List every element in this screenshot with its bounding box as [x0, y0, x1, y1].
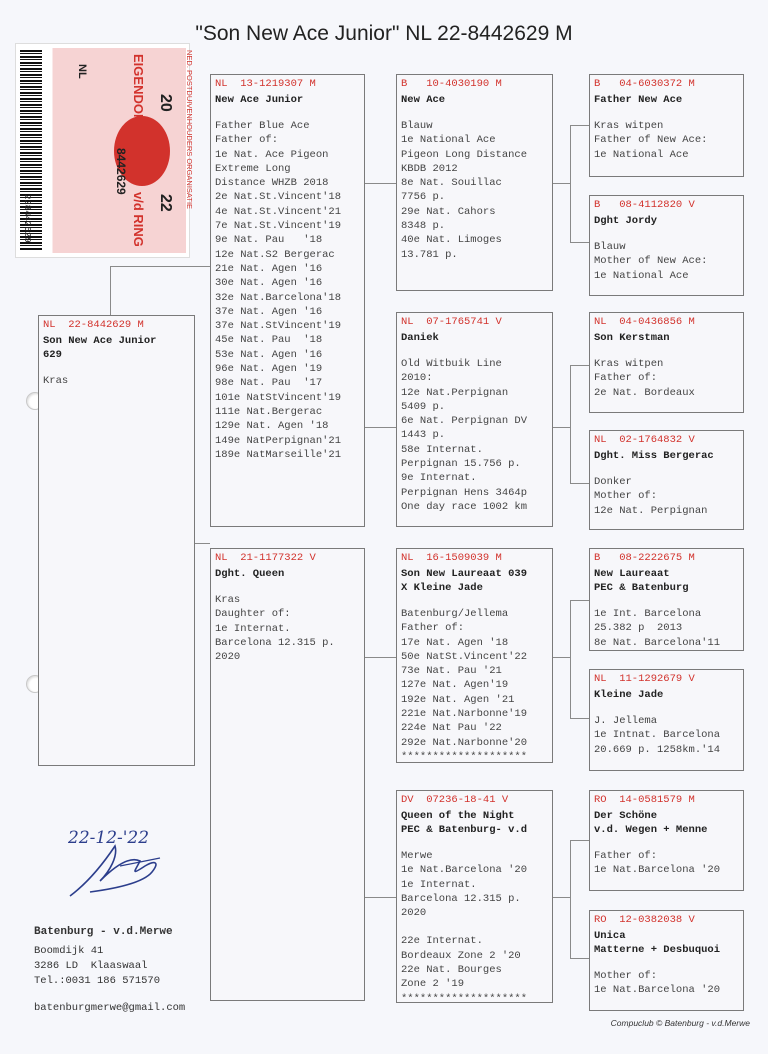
connector: [570, 365, 589, 366]
ring-number: DV 07236-18-41 V: [401, 794, 509, 806]
pigeon-info-line: 1443 p.: [401, 429, 446, 442]
connector: [364, 427, 396, 428]
pigeon-info-line: Distance WHZB 2018: [215, 177, 329, 190]
ring-number: NL 21-1177322 V: [215, 552, 316, 564]
pigeon-info-line: 73e Nat. Pau '21: [401, 665, 502, 678]
pigeon-info-line: 98e Nat. Pau '17: [215, 377, 323, 390]
pigeon-info-line: Father of:: [594, 850, 658, 862]
pigeon-name: Father New Ace: [594, 94, 683, 106]
pigeon-info-line: Daughter of:: [215, 608, 291, 621]
pigeon-info-line: 1e Nat.Barcelona '20: [594, 984, 721, 997]
pigeon-info-line: 13.781 p.: [401, 248, 458, 261]
handwritten-signature: [60, 826, 170, 906]
pigeon-info-line: Kras: [215, 594, 241, 606]
ring-number: RO 14-0581579 M: [594, 794, 695, 806]
dds-card: [589, 790, 744, 891]
pigeon-name: New Ace: [401, 94, 446, 106]
pigeon-info-line: KBDB 2012: [401, 162, 458, 175]
pigeon-info-line: Perpignan Hens 3464p: [401, 486, 528, 499]
connector: [570, 840, 589, 841]
ring-number: B 10-4030190 M: [401, 78, 502, 90]
pigeon-info-line: 224e Nat Pau '22: [401, 722, 502, 735]
pigeon-info-line: Barcelona 12.315 p.: [215, 636, 335, 649]
pigeon-name: Unica Matterne + Desbuquoi: [594, 930, 721, 956]
pigeon-name: New Laureaat PEC & Batenburg: [594, 568, 689, 594]
pigeon-info-line: 2e Nat.St.Vincent'18: [215, 191, 342, 204]
pigeon-info-line: Father of:: [215, 134, 279, 147]
ssd-card: [589, 195, 744, 296]
pigeon-info-line: 9e Nat. Pau '18: [215, 234, 323, 247]
pigeon-info-line: [401, 920, 548, 934]
connector: [570, 365, 571, 483]
pigeon-info-line: Barcelona 12.315 p.: [401, 892, 521, 905]
ddd-card: [589, 910, 744, 1011]
pigeon-info-line: 129e Nat. Agen '18: [215, 420, 329, 433]
pigeon-info-line: Father of:: [401, 622, 465, 635]
pigeon-info-line: 96e Nat. Agen '19: [215, 363, 323, 376]
breeder-address-1: Boomdijk 41: [34, 945, 104, 957]
pigeon-info-line: Kras: [43, 375, 69, 387]
pigeon-info-line: 12e Nat.S2 Bergerac: [215, 248, 335, 261]
connector: [552, 183, 570, 184]
page-title: "Son New Ace Junior" NL 22-8442629 M: [195, 22, 573, 45]
ring-number: NL 16-1509039 M: [401, 552, 502, 564]
connector: [570, 483, 589, 484]
connector: [570, 958, 589, 959]
pigeon-info-line: Extreme Long: [215, 162, 291, 175]
sire-sire-card: [396, 74, 553, 291]
pigeon-name: Kleine Jade: [594, 689, 664, 701]
ownership-card: [15, 43, 194, 258]
pigeon-info-line: 22e Internat.: [401, 935, 483, 948]
dam-card: [210, 548, 365, 1001]
pigeon-info-line: 58e Internat.: [401, 443, 483, 456]
breeder-address-2: 3286 LD Klaaswaal: [34, 960, 148, 972]
pigeon-name: Son New Ace Junior 629: [43, 335, 157, 361]
pigeon-info-line: 7756 p.: [401, 191, 446, 204]
pigeon-info-line: J. Jellema: [594, 715, 658, 727]
pigeon-info-line: 4e Nat.St.Vincent'21: [215, 205, 342, 218]
pigeon-info-line: 12e Nat.Perpignan: [401, 386, 509, 399]
pigeon-info-line: 2020: [401, 907, 427, 920]
pigeon-info-line: Mother of New Ace:: [594, 255, 708, 268]
pigeon-info-line: 30e Nat. Agen '16: [215, 277, 323, 290]
pigeon-info-line: 50e NatSt.Vincent'22: [401, 650, 528, 663]
pigeon-info-line: 40e Nat. Limoges: [401, 234, 502, 247]
connector: [364, 183, 396, 184]
pigeon-info-line: 111e Nat.Bergerac: [215, 405, 323, 418]
ring-number: NL 11-1292679 V: [594, 673, 695, 685]
pigeon-info-line: 9e Internat.: [401, 472, 477, 485]
connector: [570, 242, 589, 243]
breeder-name: Batenburg - v.d.Merwe: [34, 926, 173, 938]
pigeon-info-line: 1e Internat.: [401, 878, 477, 891]
pigeon-info-line: 8e Nat. Barcelona'11: [594, 636, 721, 649]
pigeon-info-line: 17e Nat. Agen '18: [401, 636, 509, 649]
sdd-card: [589, 430, 744, 530]
pigeon-name: Queen of the Night PEC & Batenburg- v.d: [401, 810, 528, 836]
pigeon-info-line: 25.382 p 2013: [594, 622, 683, 635]
connector: [194, 543, 210, 544]
pigeon-info-line: 12e Nat. Perpignan: [594, 504, 708, 517]
breeder-email[interactable]: batenburgmerwe@gmail.com: [34, 1002, 186, 1014]
pigeon-info-line: 8348 p.: [401, 220, 446, 233]
pigeon-info-line: 189e NatMarseille'21: [215, 448, 342, 461]
pigeon-info-line: One day race 1002 km: [401, 500, 528, 513]
pigeon-info-line: 37e Nat. Agen '16: [215, 305, 323, 318]
sire-dam-card: [396, 312, 553, 527]
pigeon-info-line: 2020: [215, 651, 241, 664]
pigeon-info-line: 45e Nat. Pau '18: [215, 334, 323, 347]
pigeon-name: Son Kerstman: [594, 332, 670, 344]
pigeon-info-line: 22e Nat. Bourges: [401, 964, 502, 977]
pigeon-name: Daniek: [401, 332, 439, 344]
pigeon-info-line: 1e National Ace: [594, 148, 689, 161]
pigeon-info-line: Old Witbuik Line: [401, 358, 502, 370]
pigeon-info-line: Kras witpen: [594, 120, 664, 132]
pigeon-info-line: Kras witpen: [594, 358, 664, 370]
pigeon-info-line: Father of New Ace:: [594, 134, 708, 147]
pigeon-info-line: 6e Nat. Perpignan DV: [401, 415, 528, 428]
breeder-phone: Tel.:0031 186 571570: [34, 975, 161, 987]
pigeon-info-line: 1e Intnat. Barcelona: [594, 729, 721, 742]
card-ring-text: v/d RING: [131, 192, 146, 247]
connector: [570, 840, 571, 958]
pigeon-info-line: 21e Nat. Agen '16: [215, 262, 323, 275]
sds-card: [589, 312, 744, 413]
pigeon-info-line: Zone 2 '19: [401, 978, 465, 991]
pigeon-info-line: 2e Nat. Bordeaux: [594, 386, 695, 399]
pigeon-info-line: 1e Internat.: [215, 622, 291, 635]
connector: [570, 600, 571, 718]
pigeon-info-line: Pigeon Long Distance: [401, 148, 528, 161]
sire-card: [210, 74, 365, 527]
dsd-card: [589, 669, 744, 771]
pigeon-info-line: Blauw: [594, 241, 626, 253]
pigeon-info-line: 1e Nat. Ace Pigeon: [215, 148, 329, 161]
pigeon-info-line: Mother of:: [594, 970, 658, 982]
ring-number: B 04-6030372 M: [594, 78, 695, 90]
pigeon-info-line: Perpignan 15.756 p.: [401, 458, 521, 471]
ring-number: NL 07-1765741 V: [401, 316, 502, 328]
connector: [570, 125, 589, 126]
pigeon-info-line: Batenburg/Jellema: [401, 608, 509, 620]
connector: [110, 266, 111, 315]
connector: [552, 657, 570, 658]
pigeon-info-line: Blauw: [401, 120, 433, 132]
connector: [110, 266, 210, 267]
connector: [570, 718, 589, 719]
pigeon-info-line: 37e Nat.StVincent'19: [215, 320, 342, 333]
dam-sire-card: [396, 548, 553, 763]
card-org-text: NED. POSTDUIVENHOUDERS ORGANISATIE: [185, 50, 194, 210]
pigeon-info-line: Merwe: [401, 850, 433, 862]
connector: [364, 897, 396, 898]
pigeon-info-line: 1e Nat.Barcelona '20: [594, 864, 721, 877]
sss-card: [589, 74, 744, 177]
pigeon-info-line: 101e NatStVincent'19: [215, 391, 342, 404]
pigeon-info-line: Bordeaux Zone 2 '20: [401, 949, 521, 962]
card-year-right: 22: [157, 194, 174, 212]
ring-number: B 08-4112820 V: [594, 199, 695, 211]
pigeon-info-line: 7e Nat.St.Vincent'19: [215, 220, 342, 233]
pigeon-name: Der Schöne v.d. Wegen + Menne: [594, 810, 708, 836]
pigeon-info-line: Father of:: [594, 372, 658, 385]
pigeon-name: Dght Jordy: [594, 215, 658, 227]
pigeon-info-line: 5409 p.: [401, 400, 446, 413]
pigeon-info-line: 1e Int. Barcelona: [594, 608, 702, 620]
dss-card: [589, 548, 744, 651]
connector: [552, 897, 570, 898]
ring-number: NL 13-1219307 M: [215, 78, 316, 90]
ring-number: RO 12-0382038 V: [594, 914, 695, 926]
pigeon-info-line: ********************: [401, 992, 528, 1005]
card-year-left: 20: [157, 94, 174, 112]
pigeon-info-line: ********************: [401, 750, 528, 763]
pigeon-info-line: 2010:: [401, 372, 433, 385]
pigeon-name: Dght. Miss Bergerac: [594, 450, 714, 462]
card-side-number: 228442629: [22, 194, 32, 243]
dam-dam-card: [396, 790, 553, 1003]
ring-number: NL 02-1764832 V: [594, 434, 695, 446]
pigeon-info-line: 221e Nat.Narbonne'19: [401, 708, 528, 721]
ring-number: NL 04-0436856 M: [594, 316, 695, 328]
pigeon-info-line: 1e National Ace: [401, 134, 496, 147]
card-ring-number: 8442629: [114, 148, 128, 195]
pigeon-info-line: 149e NatPerpignan'21: [215, 434, 342, 447]
pigeon-name: Dght. Queen: [215, 568, 285, 580]
pigeon-info-line: 32e Nat.Barcelona'18: [215, 291, 342, 304]
pigeon-info-line: Donker: [594, 476, 632, 488]
pigeon-info-line: Father Blue Ace: [215, 120, 310, 132]
connector: [570, 125, 571, 242]
ring-number: B 08-2222675 M: [594, 552, 695, 564]
pigeon-info-line: 292e Nat.Narbonne'20: [401, 736, 528, 749]
footer-credit: Compuclub © Batenburg - v.d.Merwe: [610, 1018, 750, 1028]
connector: [552, 427, 570, 428]
pigeon-info-line: 29e Nat. Cahors: [401, 205, 496, 218]
pigeon-info-line: 20.669 p. 1258km.'14: [594, 743, 721, 756]
pigeon-info-line: 1e Nat.Barcelona '20: [401, 864, 528, 877]
pigeon-info-line: 192e Nat. Agen '21: [401, 693, 515, 706]
pigeon-info-line: 8e Nat. Souillac: [401, 177, 502, 190]
pigeon-name: Son New Laureaat 039 X Kleine Jade: [401, 568, 528, 594]
signature-date: 22-12-'22: [68, 828, 150, 848]
ring-number: NL 22-8442629 M: [43, 319, 144, 331]
card-country: NL: [76, 64, 88, 79]
subject-pigeon-card: [38, 315, 195, 766]
pigeon-info-line: 53e Nat. Agen '16: [215, 348, 323, 361]
pigeon-info-line: Mother of:: [594, 490, 658, 503]
connector: [570, 600, 589, 601]
pigeon-info-line: 127e Nat. Agen'19: [401, 679, 509, 692]
pigeon-info-line: 1e National Ace: [594, 269, 689, 282]
pigeon-name: New Ace Junior: [215, 94, 304, 106]
connector: [364, 657, 396, 658]
